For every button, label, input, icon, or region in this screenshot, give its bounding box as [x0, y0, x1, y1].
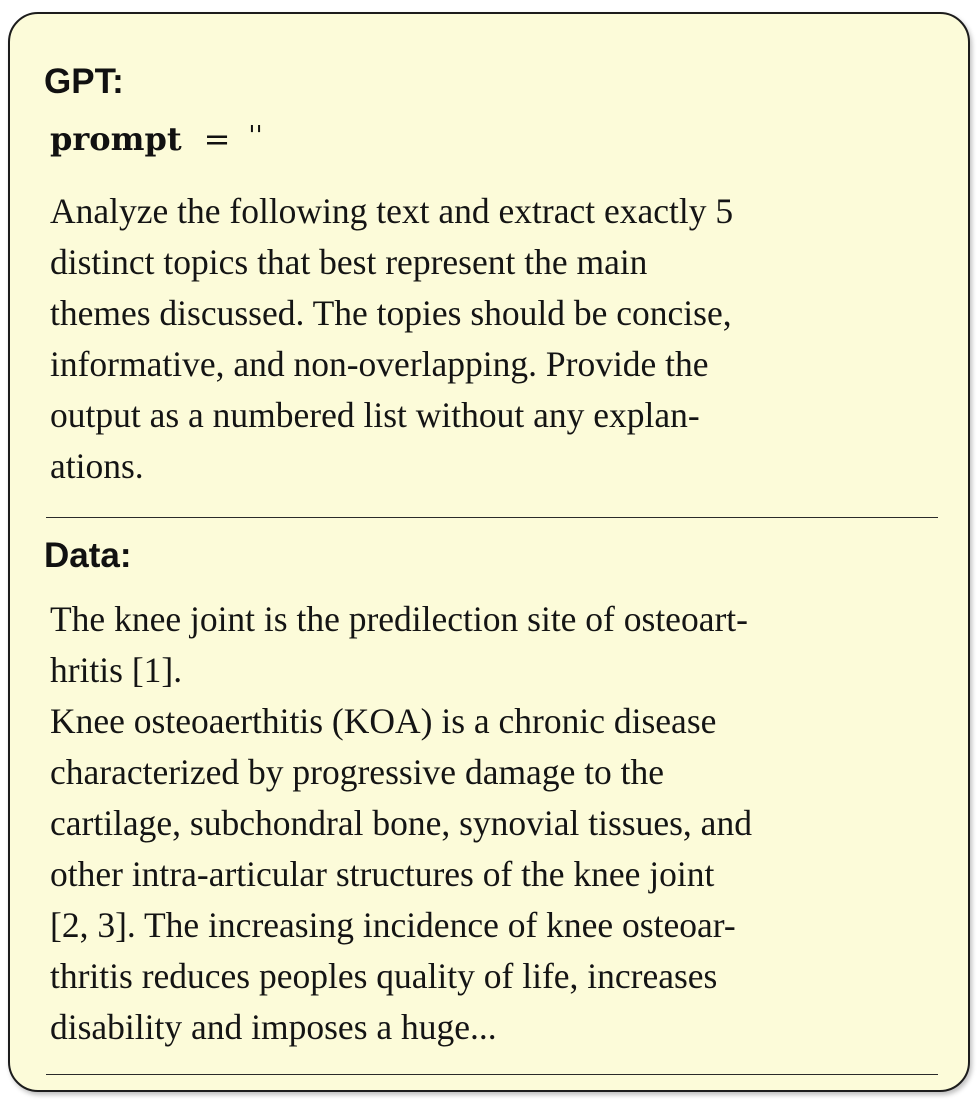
data-text — [50, 594, 752, 1053]
data-section-title: Data: — [44, 536, 132, 575]
data-line: disability and imposes a huge... — [50, 1007, 497, 1047]
prompt-line: distinct topics that best represent the main — [50, 242, 648, 282]
data-line: thritis reduces peoples quality of life, increases — [50, 956, 718, 996]
data-line: other intra-articular structures of the knee joint — [50, 854, 715, 894]
data-line: Knee osteoaerthitis (KOA) is a chronic disease — [50, 701, 717, 741]
prompt-line: themes discussed. The topies should be concise, — [50, 293, 732, 333]
data-line: The knee joint is the predilection site of osteoart- — [50, 599, 748, 639]
gpt-section-title: GPT: — [44, 62, 124, 101]
prompt-card — [8, 12, 970, 1092]
bottom-divider — [46, 1074, 938, 1075]
prompt-line: Analyze the following text and extract exactly 5 — [50, 191, 734, 231]
prompt-line: ations. — [50, 446, 144, 486]
data-line: hritis [1]. — [50, 650, 183, 690]
prompt-assignment — [50, 120, 263, 158]
prompt-line: informative, and non-overlapping. Provide the — [50, 344, 709, 384]
section-divider — [46, 517, 938, 518]
data-line: characterized by progressive damage to the — [50, 752, 665, 792]
data-line: [2, 3]. The increasing incidence of knee osteoar- — [50, 905, 736, 945]
prompt-line: output as a numbered list without any explan- — [50, 395, 700, 435]
data-line: cartilage, subchondral bone, synovial tissues, and — [50, 803, 752, 843]
prompt-operator: = — [203, 120, 231, 158]
prompt-keyword: prompt — [50, 120, 182, 158]
prompt-quote: '' — [248, 121, 263, 151]
prompt-text — [50, 186, 733, 492]
